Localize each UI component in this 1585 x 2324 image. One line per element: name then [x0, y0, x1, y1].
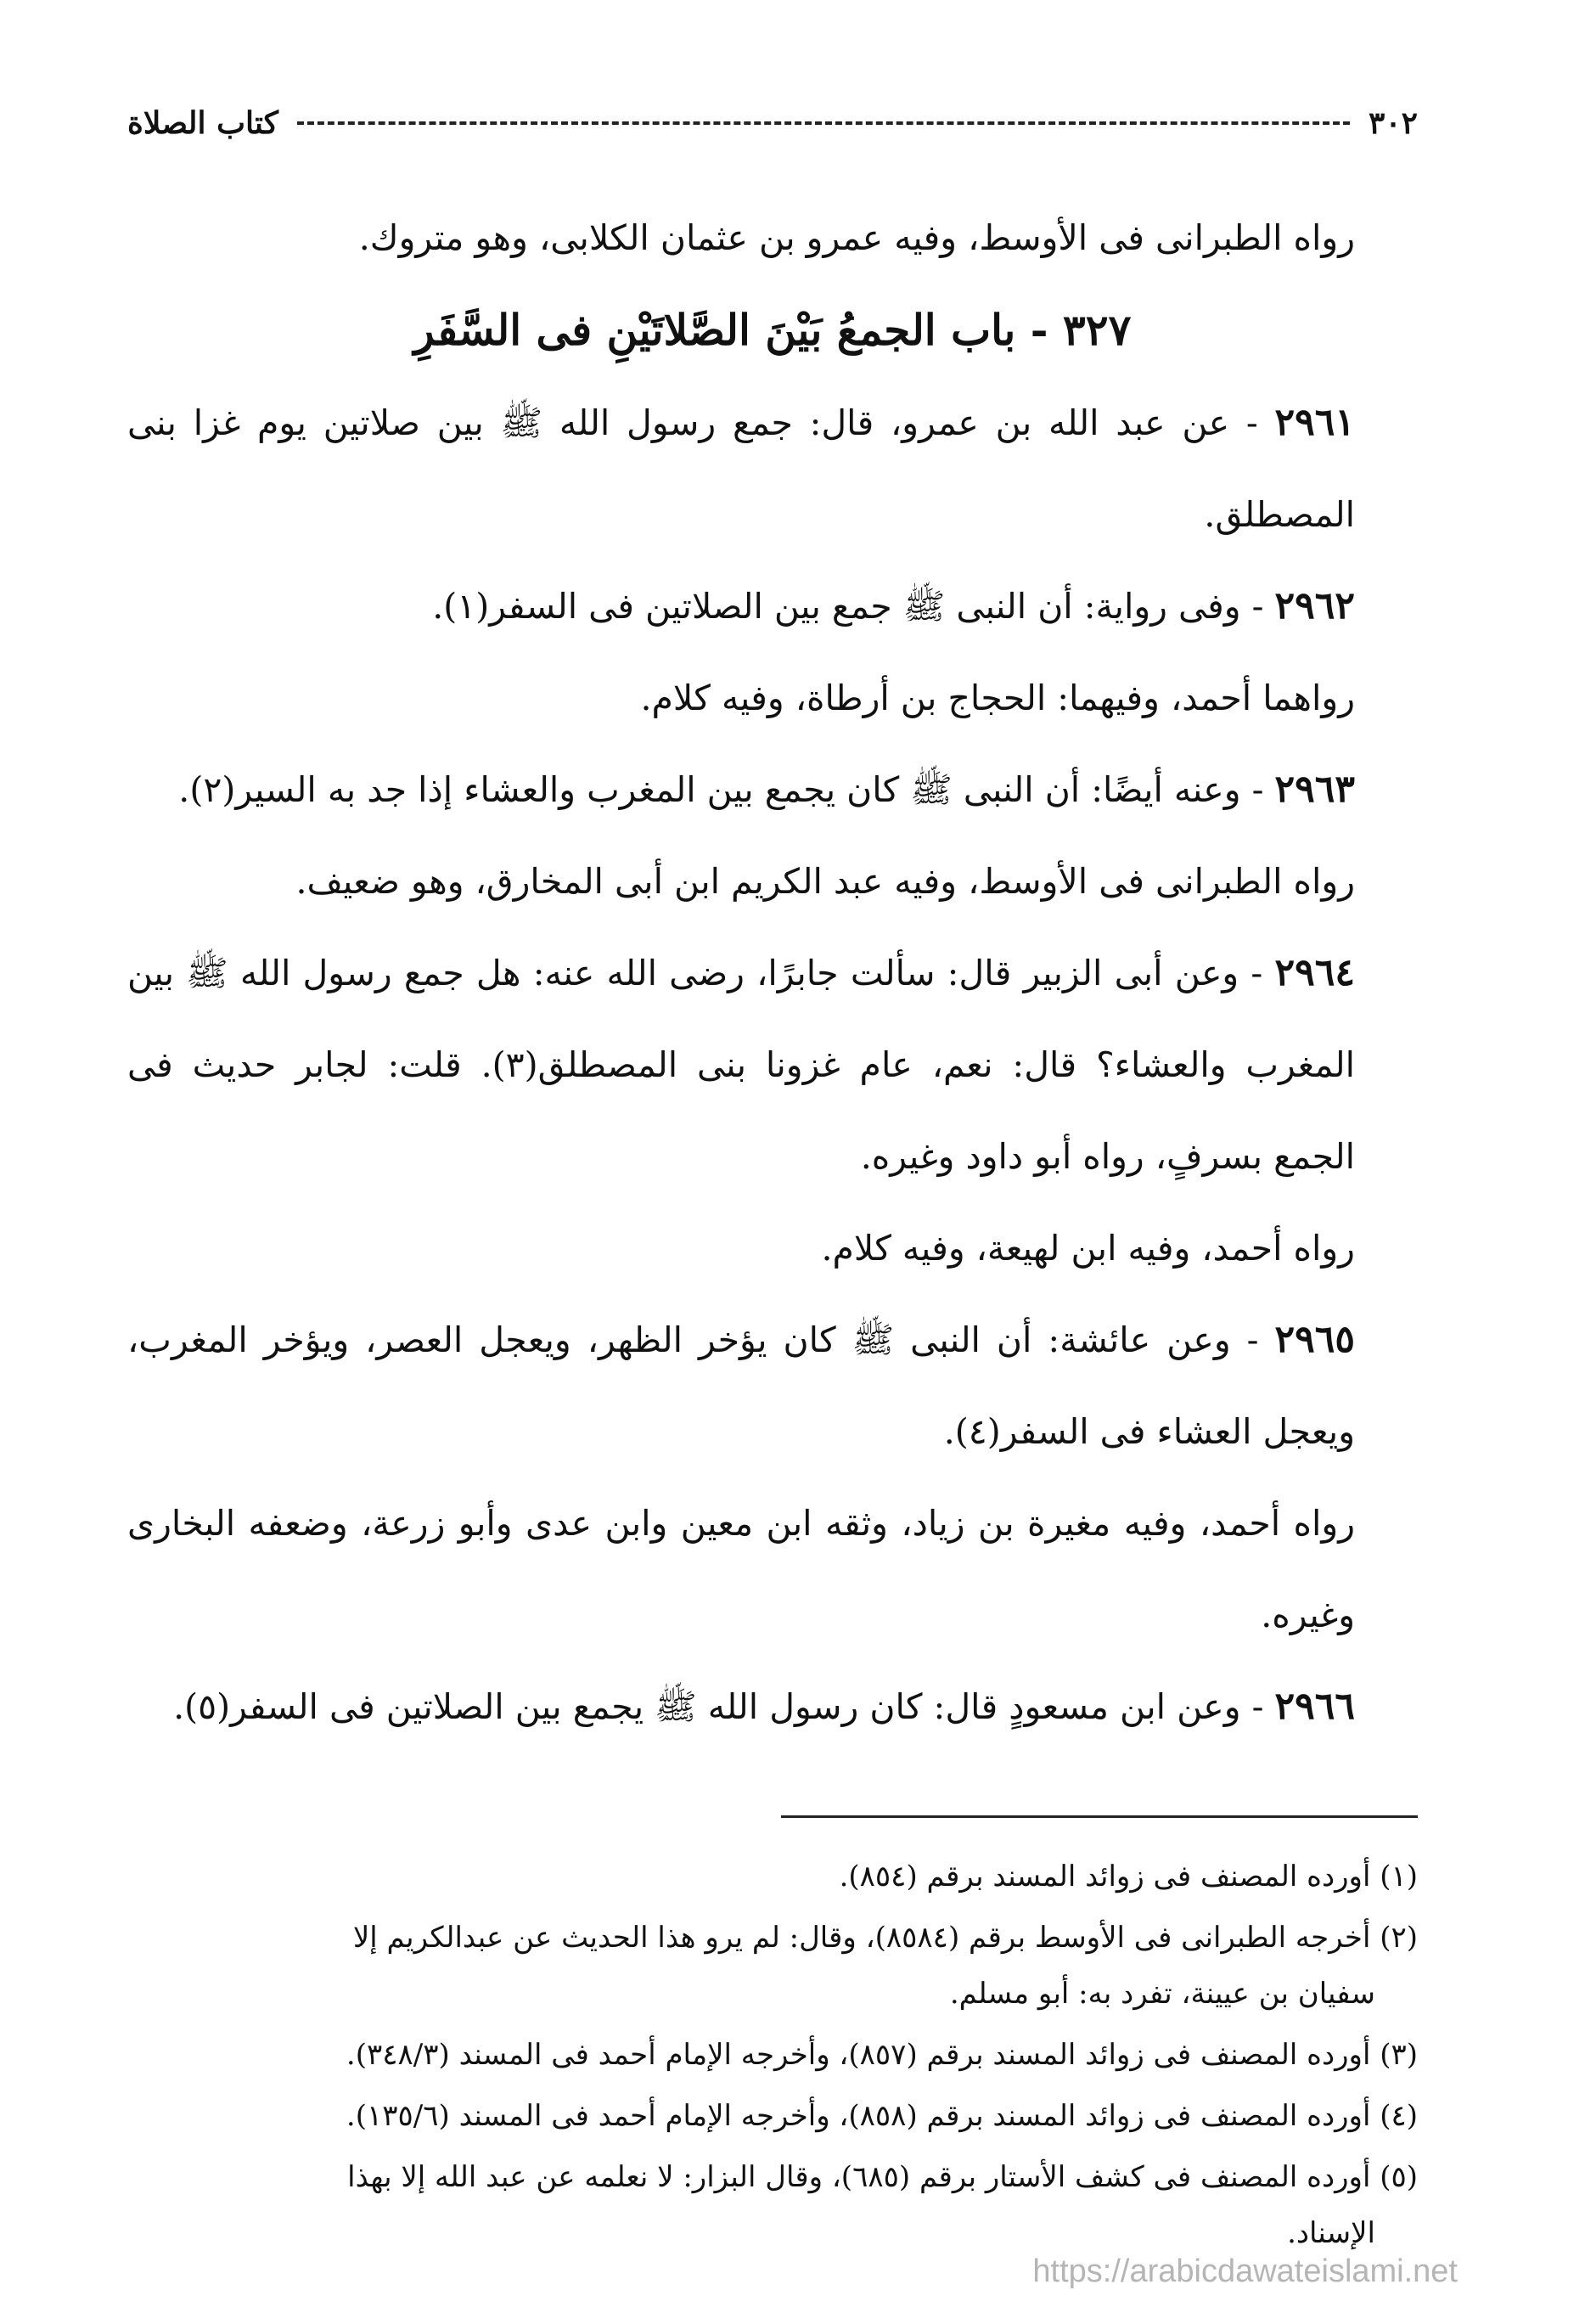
hadith-text: - وعن أبى الزبير قال: سألت جابرًا، رضى الله عنه: هل جمع رسول الله ﷺ بين المغرب والعشاء؟ قال: نعم، عام غزونا بنى المصطلق(٣). قلت: لجابر حديث فى الجمع بسرفٍ، رواه أبو داود وغيره.: [127, 953, 1355, 1177]
hadith-2965: [127, 1294, 1418, 1477]
hadith-text: - وعن عائشة: أن النبى ﷺ كان يؤخر الظهر، ويعجل العصر، ويؤخر المغرب، ويعجل العشاء فى السفر(٤).: [127, 1320, 1355, 1452]
footnote-1: (١) أورده المصنف فى زوائد المسند برقم (٨٥٤).: [839, 1860, 1418, 1894]
hadith-number: ٢٩٦٤: [1274, 951, 1355, 994]
hadith-number: ٢٩٦٢: [1274, 584, 1355, 627]
chapter-heading: ٣٢٧ - باب الجمعُ بَيْنَ الصَّلاتَيْنِ فى السَّفَرِ: [413, 305, 1132, 355]
hadith-text: - وعن ابن مسعودٍ قال: كان رسول الله ﷺ يجمع بين الصلاتين فى السفر(٥).: [173, 1686, 1275, 1727]
footnotes: [127, 1849, 1418, 2261]
main-text: [127, 192, 1418, 1753]
hadith-number: ٢٩٦٦: [1274, 1685, 1355, 1728]
hadith-2966: [127, 1661, 1418, 1753]
footnote-2-line-1: (٢) أخرجه الطبرانى فى الأوسط برقم (٨٥٨٤)، وقال: لم يرو هذا الحديث عن عبدالكريم إلا: [352, 1921, 1418, 1955]
footnote-2: [127, 1910, 1418, 2022]
book-page: [127, 93, 1418, 2266]
page-number: ٣٠٢: [1368, 105, 1418, 141]
footnote-5-line-2: الإسناد.: [1287, 2216, 1375, 2250]
hadith-2961: [127, 377, 1418, 560]
paragraph-tabarani-2: رواه الطبرانى فى الأوسط، وفيه عبد الكريم ابن أبى المخارق، وهو ضعيف.: [295, 861, 1355, 902]
hadith-number: ٢٩٦٥: [1274, 1318, 1355, 1361]
hadith-text: - وعنه أيضًا: أن النبى ﷺ كان يجمع بين المغرب والعشاء إذا جد به السير(٢).: [178, 769, 1275, 810]
paragraph-tabarani-1: رواه الطبرانى فى الأوسط، وفيه عمرو بن عثمان الكلابى، وهو متروك.: [358, 217, 1355, 258]
hadith-number: ٢٩٦٣: [1274, 768, 1355, 811]
hadith-2964: [127, 927, 1418, 1202]
footnote-separator: [781, 1815, 1418, 1818]
hadith-number: ٢٩٦١: [1274, 401, 1355, 444]
book-title: كتاب الصلاة: [127, 105, 278, 141]
hadith-text: - وفى رواية: أن النبى ﷺ جمع بين الصلاتين فى السفر(١).: [432, 586, 1275, 627]
paragraph-ahmad-3: رواه أحمد، وفيه مغيرة بن زياد، وثقه ابن معين وابن عدى وأبو زرعة، وضعفه البخارى وغيره.: [127, 1503, 1355, 1635]
hadith-2963: [127, 744, 1418, 836]
hadith-text: - عن عبد الله بن عمرو، قال: جمع رسول الله ﷺ بين صلاتين يوم غزا بنى المصطلق.: [127, 402, 1355, 535]
paragraph-ahmad-1: رواهما أحمد، وفيهما: الحجاج بن أرطاة، وفيه كلام.: [640, 678, 1355, 718]
paragraph-ahmad-2: رواه أحمد، وفيه ابن لهيعة، وفيه كلام.: [821, 1228, 1355, 1269]
footnote-4: (٤) أورده المصنف فى زوائد المسند برقم (٨٥٨)، وأخرجه الإمام أحمد فى المسند (١٣٥/٦).: [346, 2099, 1418, 2133]
footnote-2-line-2: سفيان بن عيينة، تفرد به: أبو مسلم.: [949, 1977, 1375, 2011]
source-watermark: https://arabicdawateislami.net: [1032, 2254, 1458, 2289]
running-header: [127, 93, 1418, 153]
hadith-2962: [127, 560, 1418, 652]
footnote-5: [127, 2149, 1418, 2261]
header-divider: [297, 121, 1350, 125]
footnote-5-line-1: (٥) أورده المصنف فى كشف الأستار برقم (٦٨٥)، وقال البزار: لا نعلمه عن عبد الله إلا بهذا: [347, 2160, 1418, 2194]
footnote-3: (٣) أورده المصنف فى زوائد المسند برقم (٨٥٧)، وأخرجه الإمام أحمد فى المسند (٣٤٨/٣).: [346, 2038, 1418, 2072]
